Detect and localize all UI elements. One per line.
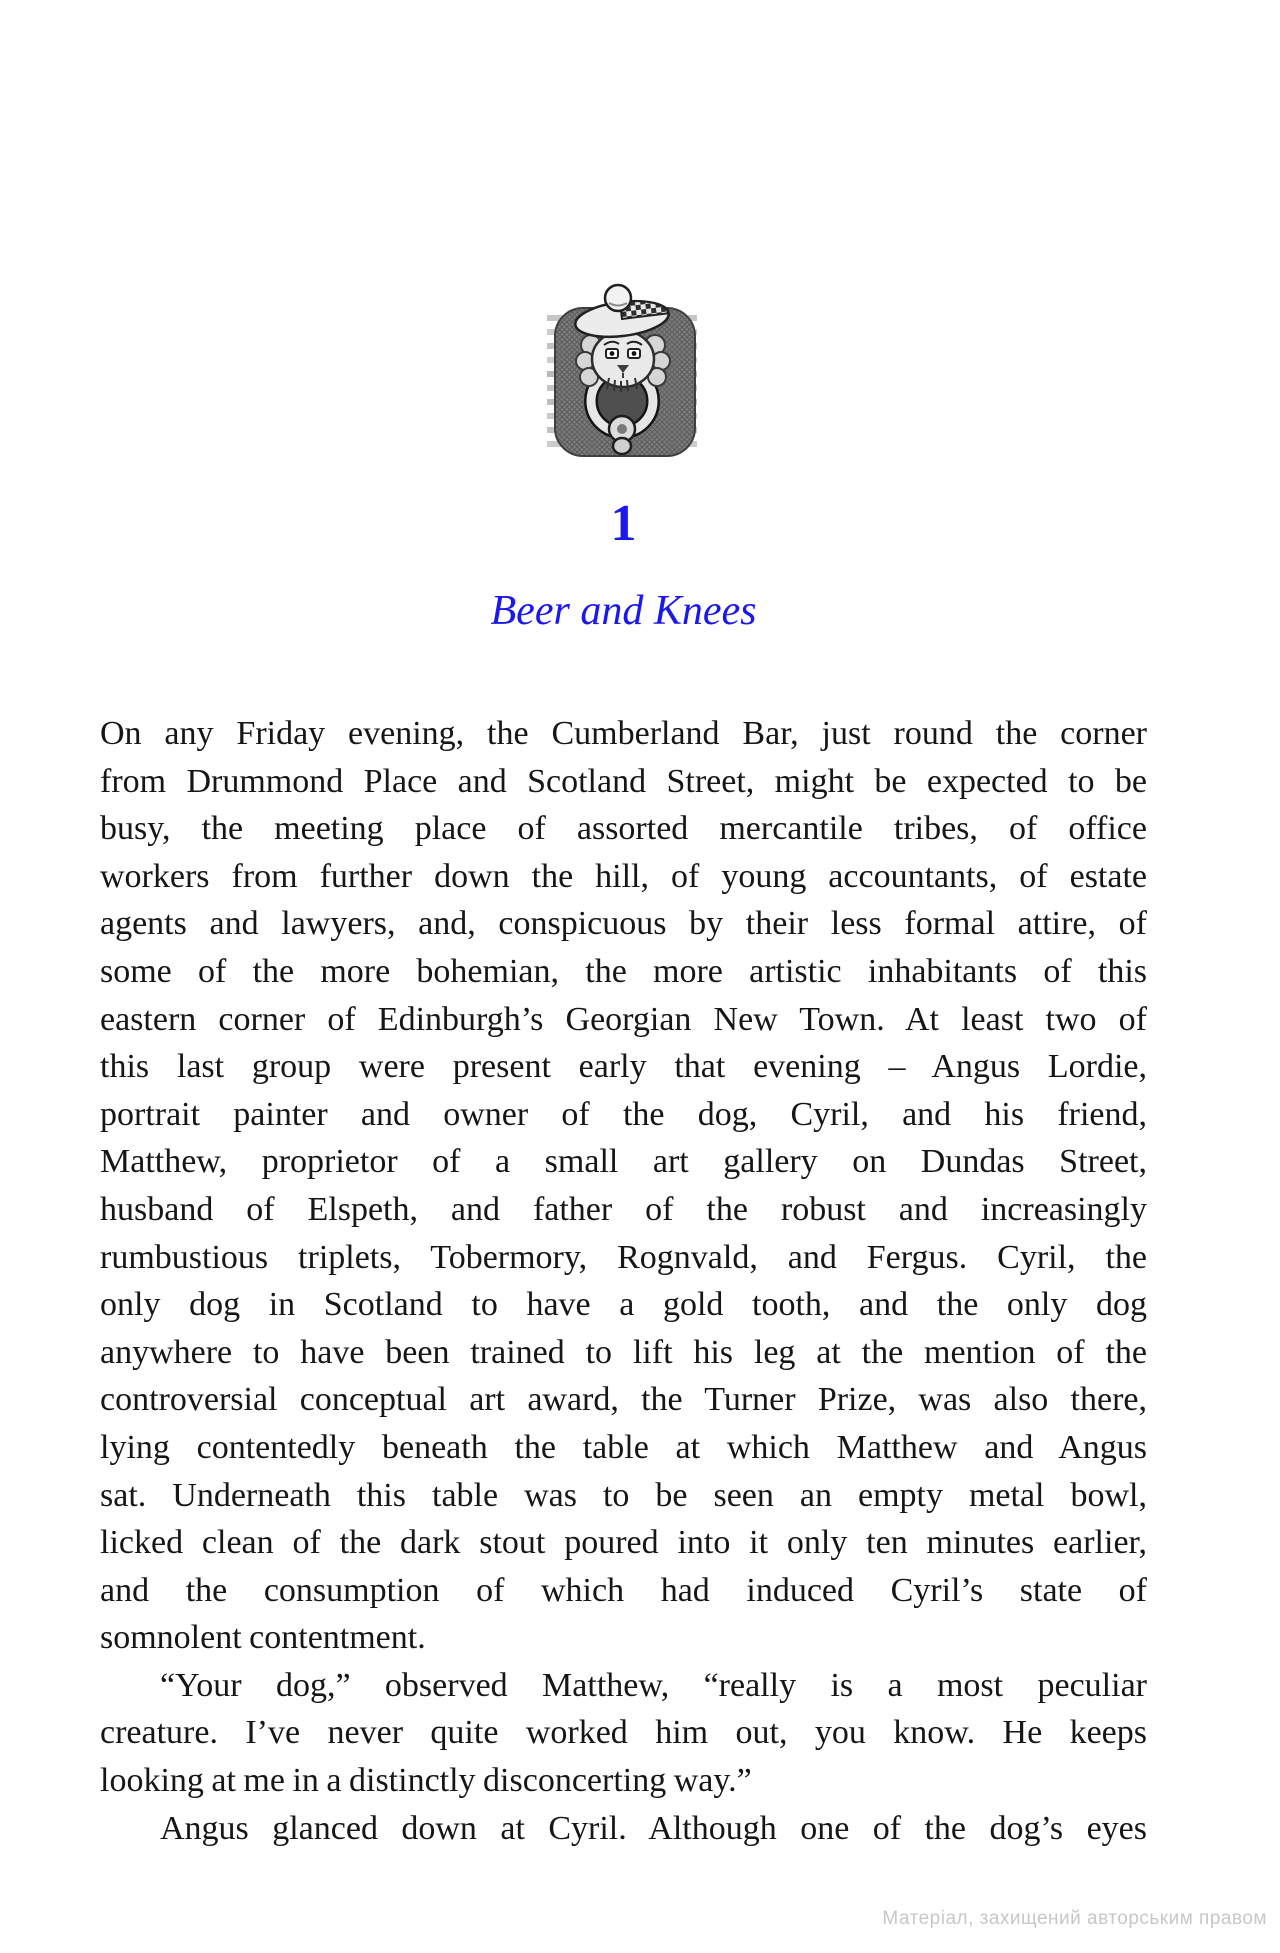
body-line: lying contentedly beneath the table at which Matthew and Angus	[100, 1428, 1147, 1466]
body-line: controversial conceptual art award, the Turner Prize, was also there,	[100, 1381, 1147, 1419]
body-line: Angus glanced down at Cyril. Although one of the dog’s eyes	[160, 1809, 1147, 1847]
body-line: “Your dog,” observed Matthew, “really is a most peculiar	[160, 1666, 1147, 1704]
body-line: looking at me in a distinctly disconcerting way.”	[100, 1762, 752, 1800]
chapter-title: Beer and Knees	[490, 588, 757, 634]
body-line: agents and lawyers, and, conspicuous by their less formal attire, of	[100, 905, 1147, 943]
body-line: busy, the meeting place of assorted mercantile tribes, of office	[100, 810, 1147, 848]
body-line: licked clean of the dark stout poured into it only ten minutes earlier,	[100, 1524, 1147, 1562]
chapter-number: 1	[610, 495, 637, 552]
body-line: creature. I’ve never quite worked him out, you know. He keeps	[100, 1714, 1147, 1752]
body-line: eastern corner of Edinburgh’s Georgian New Town. At least two of	[100, 1000, 1147, 1038]
body-line: this last group were present early that evening – Angus Lordie,	[100, 1048, 1147, 1086]
body-line: some of the more bohemian, the more artistic inhabitants of this	[100, 952, 1147, 990]
lion-door-knocker-icon	[547, 277, 699, 459]
body-line: portrait painter and owner of the dog, Cyril, and his friend,	[100, 1095, 1147, 1133]
body-text	[100, 710, 1147, 1852]
text-column	[100, 0, 1147, 1953]
body-line: anywhere to have been trained to lift his leg at the mention of the	[100, 1333, 1147, 1371]
body-line: somnolent contentment.	[100, 1619, 426, 1657]
body-line: sat. Underneath this table was to be seen an empty metal bowl,	[100, 1476, 1147, 1514]
body-line: husband of Elspeth, and father of the robust and increasingly	[100, 1190, 1147, 1228]
body-line: Matthew, proprietor of a small art gallery on Dundas Street,	[100, 1143, 1147, 1181]
body-line: workers from further down the hill, of young accountants, of estate	[100, 857, 1147, 895]
body-line: only dog in Scotland to have a gold tooth, and the only dog	[100, 1286, 1147, 1324]
body-line: and the consumption of which had induced Cyril’s state of	[100, 1571, 1147, 1609]
body-line: from Drummond Place and Scotland Street, might be expected to be	[100, 762, 1147, 800]
body-line: On any Friday evening, the Cumberland Bar, just round the corner	[100, 715, 1147, 752]
body-line: rumbustious triplets, Tobermory, Rognvald, and Fergus. Cyril, the	[100, 1238, 1147, 1276]
copyright-watermark: Матеріал, захищений авторським правом	[882, 1908, 1267, 1929]
